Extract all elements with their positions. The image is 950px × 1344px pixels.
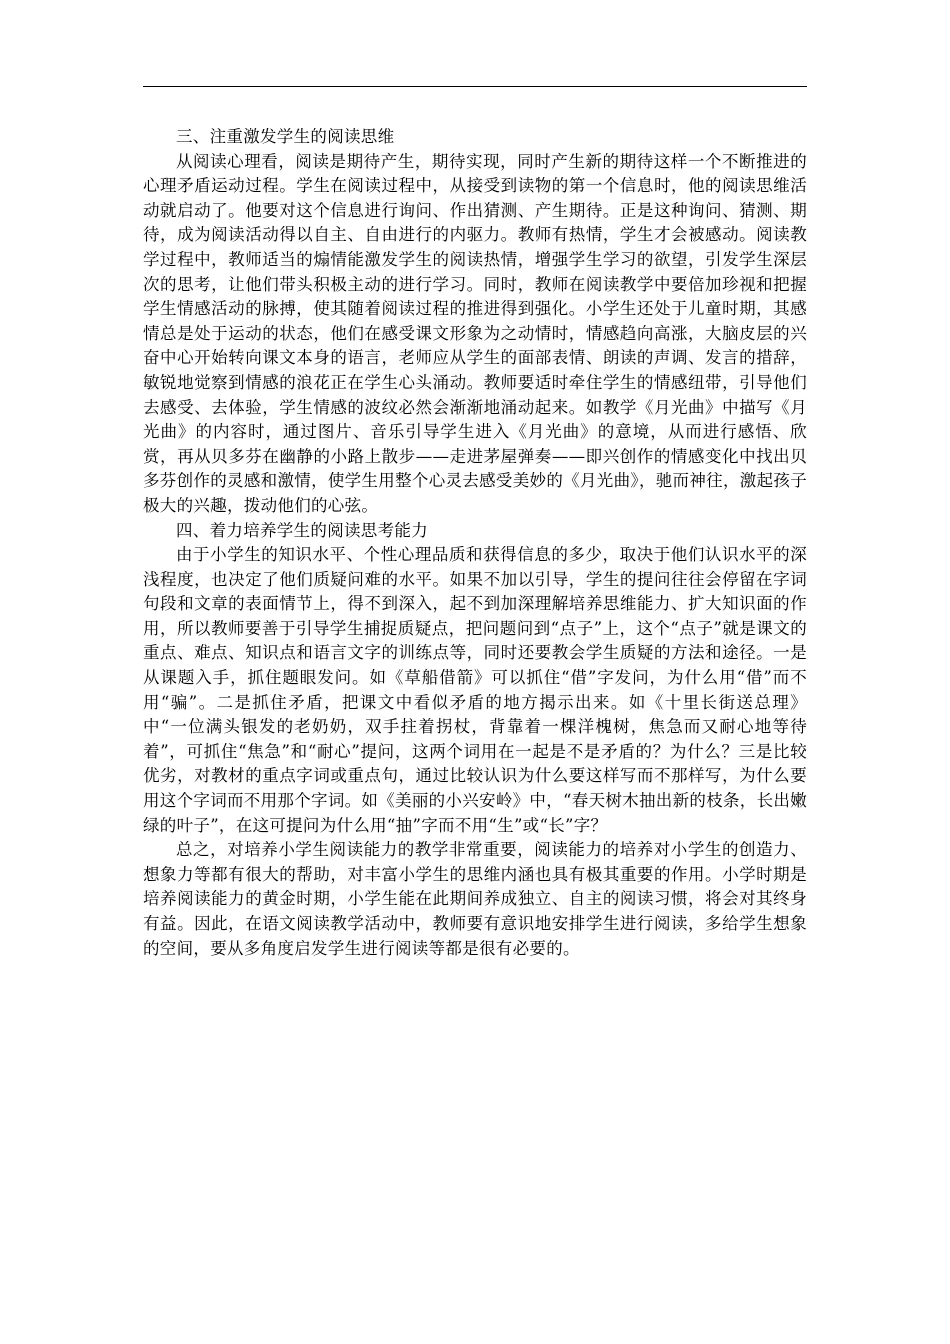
document-body — [143, 125, 807, 961]
section-paragraph-3: 从阅读心理看，阅读是期待产生，期待实现，同时产生新的期待这样一个不断推进的心理矛盾运动过程。学生在阅读过程中，从接受到读物的第一个信息时，他的阅读思维活动就启动了。他要对这个信息进行询问、作出猜测、产生期待。正是这种询问、猜测、期待，成为阅读活动得以自主、自由进行的内驱力。教师有热情，学生才会被感动。阅读教学过程中，教师适当的煽情能激发学生的阅读热情，增强学生学习的欲望，引发学生深层次的思考，让他们带头积极主动的进行学习。同时，教师在阅读教学中要倍加珍视和把握学生情感活动的脉搏，使其随着阅读过程的推进得到强化。小学生还处于儿童时期，其感情总是处于运动的状态，他们在感受课文形象为之动情时，情感趋向高涨，大脑皮层的兴奋中心开始转向课文本身的语言，老师应从学生的面部表情、朗读的声调、发言的措辞，敏锐地觉察到情感的浪花正在学生心头涌动。教师要适时牵住学生的情感纽带，引导他们去感受、去体验，学生情感的波纹必然会渐渐地涌动起来。如教学《月光曲》中描写《月光曲》的内容时，通过图片、音乐引导学生进入《月光曲》的意境，从而进行感悟、欣赏，再从贝多芬在幽静的小路上散步——走进茅屋弹奏——即兴创作的情感变化中找出贝多芬创作的灵感和激情，使学生用整个心灵去感受美妙的《月光曲》，驰而神往，激起孩子极大的兴趣，拨动他们的心弦。 — [143, 151, 807, 515]
header-rule — [143, 86, 807, 87]
section-paragraph-4: 由于小学生的知识水平、个性心理品质和获得信息的多少，取决于他们认识水平的深浅程度，也决定了他们质疑问难的水平。如果不加以引导，学生的提问往往会停留在字词句段和文章的表面情节上，得不到深入，起不到加深理解培养思维能力、扩大知识面的作用，所以教师要善于引导学生捕捉质疑点，把问题问到“点子”上，这个“点子”就是课文的重点、难点、知识点和语言文字的训练点等，同时还要教会学生质疑的方法和途径。一是从课题入手，抓住题眼发问。如《草船借箭》可以抓住“借”字发问，为什么用“借”而不用“骗”。二是抓住矛盾，把课文中看似矛盾的地方揭示出来。如《十里长街送总理》中“一位满头银发的老奶奶，双手拄着拐杖，背靠着一棵洋槐树，焦急而又耐心地等待着”，可抓住“焦急”和“耐心”提问，这两个词用在一起是不是矛盾的？为什么？三是比较优劣，对教材的重点字词或重点句，通过比较认识为什么要这样写而不那样写，为什么要用这个字词而不用那个字词。如《美丽的小兴安岭》中，“春天树木抽出新的枝条，长出嫩绿的叶子”，在这可提问为什么用“抽”字而不用“生”或“长”字？ — [143, 545, 807, 835]
section-heading-3: 三、注重激发学生的阅读思维 — [176, 127, 395, 146]
section-heading-4: 四、着力培养学生的阅读思考能力 — [176, 520, 428, 540]
conclusion-paragraph: 总之，对培养小学生阅读能力的教学非常重要，阅读能力的培养对小学生的创造力、想象力等都有很大的帮助，对丰富小学生的思维内涵也具有极其重要的作用。小学时期是培养阅读能力的黄金时期，小学生能在此期间养成独立、自主的阅读习惯，将会对其终身有益。因此，在语文阅读教学活动中，教师要有意识地安排学生进行阅读，多给学生想象的空间，要从多角度启发学生进行阅读等都是很有必要的。 — [143, 840, 807, 958]
